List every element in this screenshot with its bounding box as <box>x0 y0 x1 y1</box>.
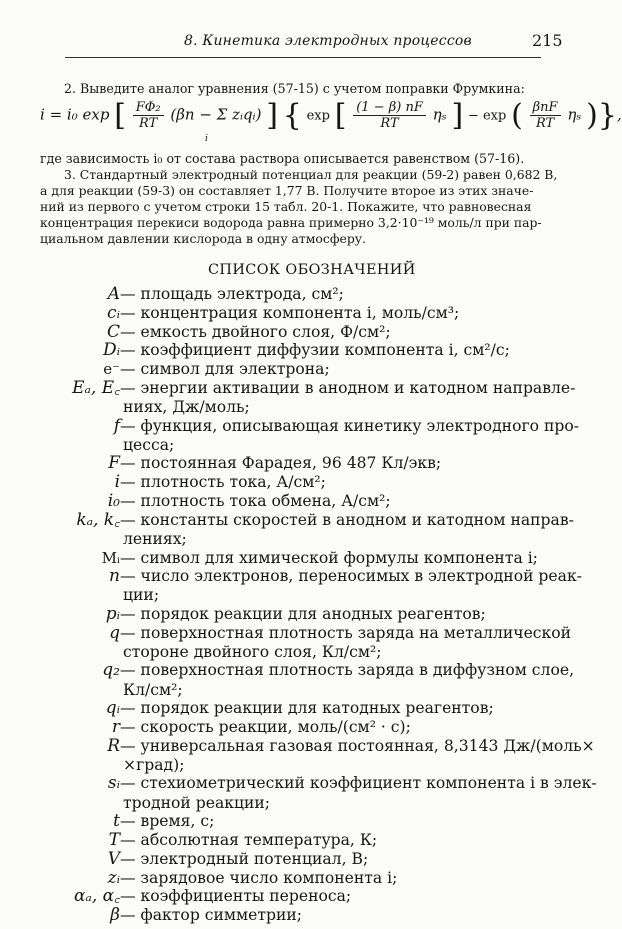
problem-2-after: где зависимость i₀ от состава раствора описывается равенством (57-16). <box>40 151 525 166</box>
frac1-numerator: FΦ₂ <box>133 100 164 116</box>
formula-eta-1: ηₛ <box>432 105 447 124</box>
symbol-qi: qᵢ <box>105 698 120 719</box>
def-R: — универсальная газовая постоянная, 8,3143 Дж/(моль× ×град); <box>120 736 595 774</box>
def-f: — функция, описывающая кинетику электродного про- цесса; <box>120 416 580 454</box>
def-Ea-Ec: — энергии активации в анодном и катодном направле- ниях, Дж/моль; <box>120 379 576 417</box>
def-r: — скорость реакции, моль/(см² · с); <box>120 717 411 736</box>
symbol-alpha: αₐ, α꜀ <box>73 886 120 907</box>
def-electron: — символ для электрона; <box>120 360 330 379</box>
frac1-denominator: RT <box>139 116 158 131</box>
def-t: — время, с; <box>120 812 215 831</box>
problem-2-text: 2. Выведите аналог уравнения (57-15) с учетом поправки Фрумкина: <box>64 81 525 96</box>
def-zi: — зарядовое число компонента i; <box>120 868 398 887</box>
formula-exp-1: exp <box>306 108 330 124</box>
notation-heading: СПИСОК ОБОЗНАЧЕНИЙ <box>208 262 416 278</box>
frac2-denominator: RT <box>380 116 399 131</box>
formula-eta-2: ηₛ <box>567 105 582 124</box>
def-ci: — концентрация компонента i, моль/см³; <box>120 303 460 322</box>
symbol-T: T <box>108 829 120 850</box>
symbol-R: R <box>107 735 120 756</box>
symbol-pi: pᵢ <box>105 604 120 624</box>
symbol-i0: i₀ <box>107 491 120 512</box>
symbol-zi: zᵢ <box>107 867 120 888</box>
def-Di: — коэффициент диффузии компонента i, см²/с; <box>120 341 510 360</box>
problem-3-line-2: а для реакции (59-3) он составляет 1,77 В. Получите второе из этих значе- <box>40 183 534 198</box>
def-T: — абсолютная температура, К; <box>120 830 378 849</box>
formula-frac-1 <box>133 100 164 131</box>
symbol-n: n <box>109 566 120 587</box>
symbol-i: i <box>114 472 120 493</box>
symbol-V: V <box>107 848 120 869</box>
def-ka-kc: — константы скоростей в анодном и катодном направ- лениях; <box>120 510 574 548</box>
symbol-q2: q₂ <box>102 660 120 681</box>
def-n: — число электронов, переносимых в электродной реак- ции; <box>120 567 582 605</box>
symbol-A: A <box>107 284 120 304</box>
def-q: — поверхностная плотность заряда на металлической стороне двойного слоя, Кл/см²; <box>120 623 572 661</box>
formula-lhs: i = i₀ exp <box>40 105 110 124</box>
def-C: — емкость двойного слоя, Ф/см²; <box>120 322 391 341</box>
def-i: — плотность тока, А/см²; <box>120 473 326 492</box>
symbol-r: r <box>111 716 120 737</box>
symbol-Ea-Ec: Eₐ, E꜀ <box>72 378 120 399</box>
page-number: 215 <box>532 31 563 50</box>
symbol-t: t <box>113 811 120 832</box>
symbol-electron: e⁻ <box>103 360 120 379</box>
symbol-f: f <box>113 415 120 436</box>
formula-frac-3 <box>530 100 561 131</box>
problem-3-line-3: ний из первого с учетом строки 15 табл. 20-1. Покажите, что равновесная <box>40 199 532 214</box>
symbol-C: C <box>106 321 120 342</box>
symbol-F: F <box>108 453 120 474</box>
frac3-numerator: βnF <box>530 100 561 116</box>
formula-frac-2 <box>353 100 426 131</box>
frac2-numerator: (1 − β) nF <box>353 100 426 116</box>
header-rule <box>65 57 541 58</box>
symbol-ci: cᵢ <box>107 302 120 323</box>
symbol-Di: Dᵢ <box>102 340 120 361</box>
problem-3-line-1: 3. Стандартный электродный потенциал для реакции (59-2) равен 0,682 В, <box>64 167 558 182</box>
formula-paren-1: (βn − Σ zᵢqᵢ) <box>170 105 262 124</box>
def-qi: — порядок реакции для катодных реагентов; <box>120 699 494 718</box>
problem-3-line-4: концентрация перекиси водорода равна примерно 3,2·10⁻¹⁹ моль/л при пар- <box>40 215 542 230</box>
def-pi: — порядок реакции для анодных реагентов; <box>120 605 486 623</box>
problem-3-line-5: циальном давлении кислорода в одну атмосферу. <box>40 231 367 246</box>
symbol-ka-kc: kₐ, k꜀ <box>76 509 120 530</box>
symbol-Mi: Mᵢ <box>101 548 120 567</box>
frumkin-formula: i = i₀ exp [ $\frac{\text{FΦ₂}}{RT}$ (βn − Σ zᵢqᵢ) ] { exp [ $\frac{(1 - \beta) nF}{RT}$ ηₛ ] − exp ( βnF RT ηₛ )}, i <box>40 98 622 144</box>
running-header-title: 8. Кинетика электродных процессов <box>184 33 472 49</box>
def-q2: — поверхностная плотность заряда в диффузном слое, Кл/см²; <box>120 661 575 699</box>
frac3-denominator: RT <box>535 116 555 131</box>
symbol-q: q <box>109 622 120 643</box>
def-i0: — плотность тока обмена, А/см²; <box>120 492 391 511</box>
def-V: — электродный потенциал, В; <box>120 849 369 868</box>
formula-sum-index: i <box>205 134 208 144</box>
symbol-beta: β <box>110 905 120 926</box>
symbol-si: sᵢ <box>107 773 120 794</box>
def-F: — постоянная Фарадея, 96 487 Кл/экв; <box>120 454 442 473</box>
def-A: — площадь электрода, см²; <box>120 285 344 303</box>
def-Mi: — символ для химической формулы компонента i; <box>120 548 538 567</box>
def-si: — стехиометрический коэффициент компонента i в элек- тродной реакции; <box>120 774 597 812</box>
def-beta: — фактор симметрии; <box>120 906 303 925</box>
def-alpha: — коэффициенты переноса; <box>120 887 352 906</box>
formula-minus-exp: − exp <box>467 108 507 124</box>
